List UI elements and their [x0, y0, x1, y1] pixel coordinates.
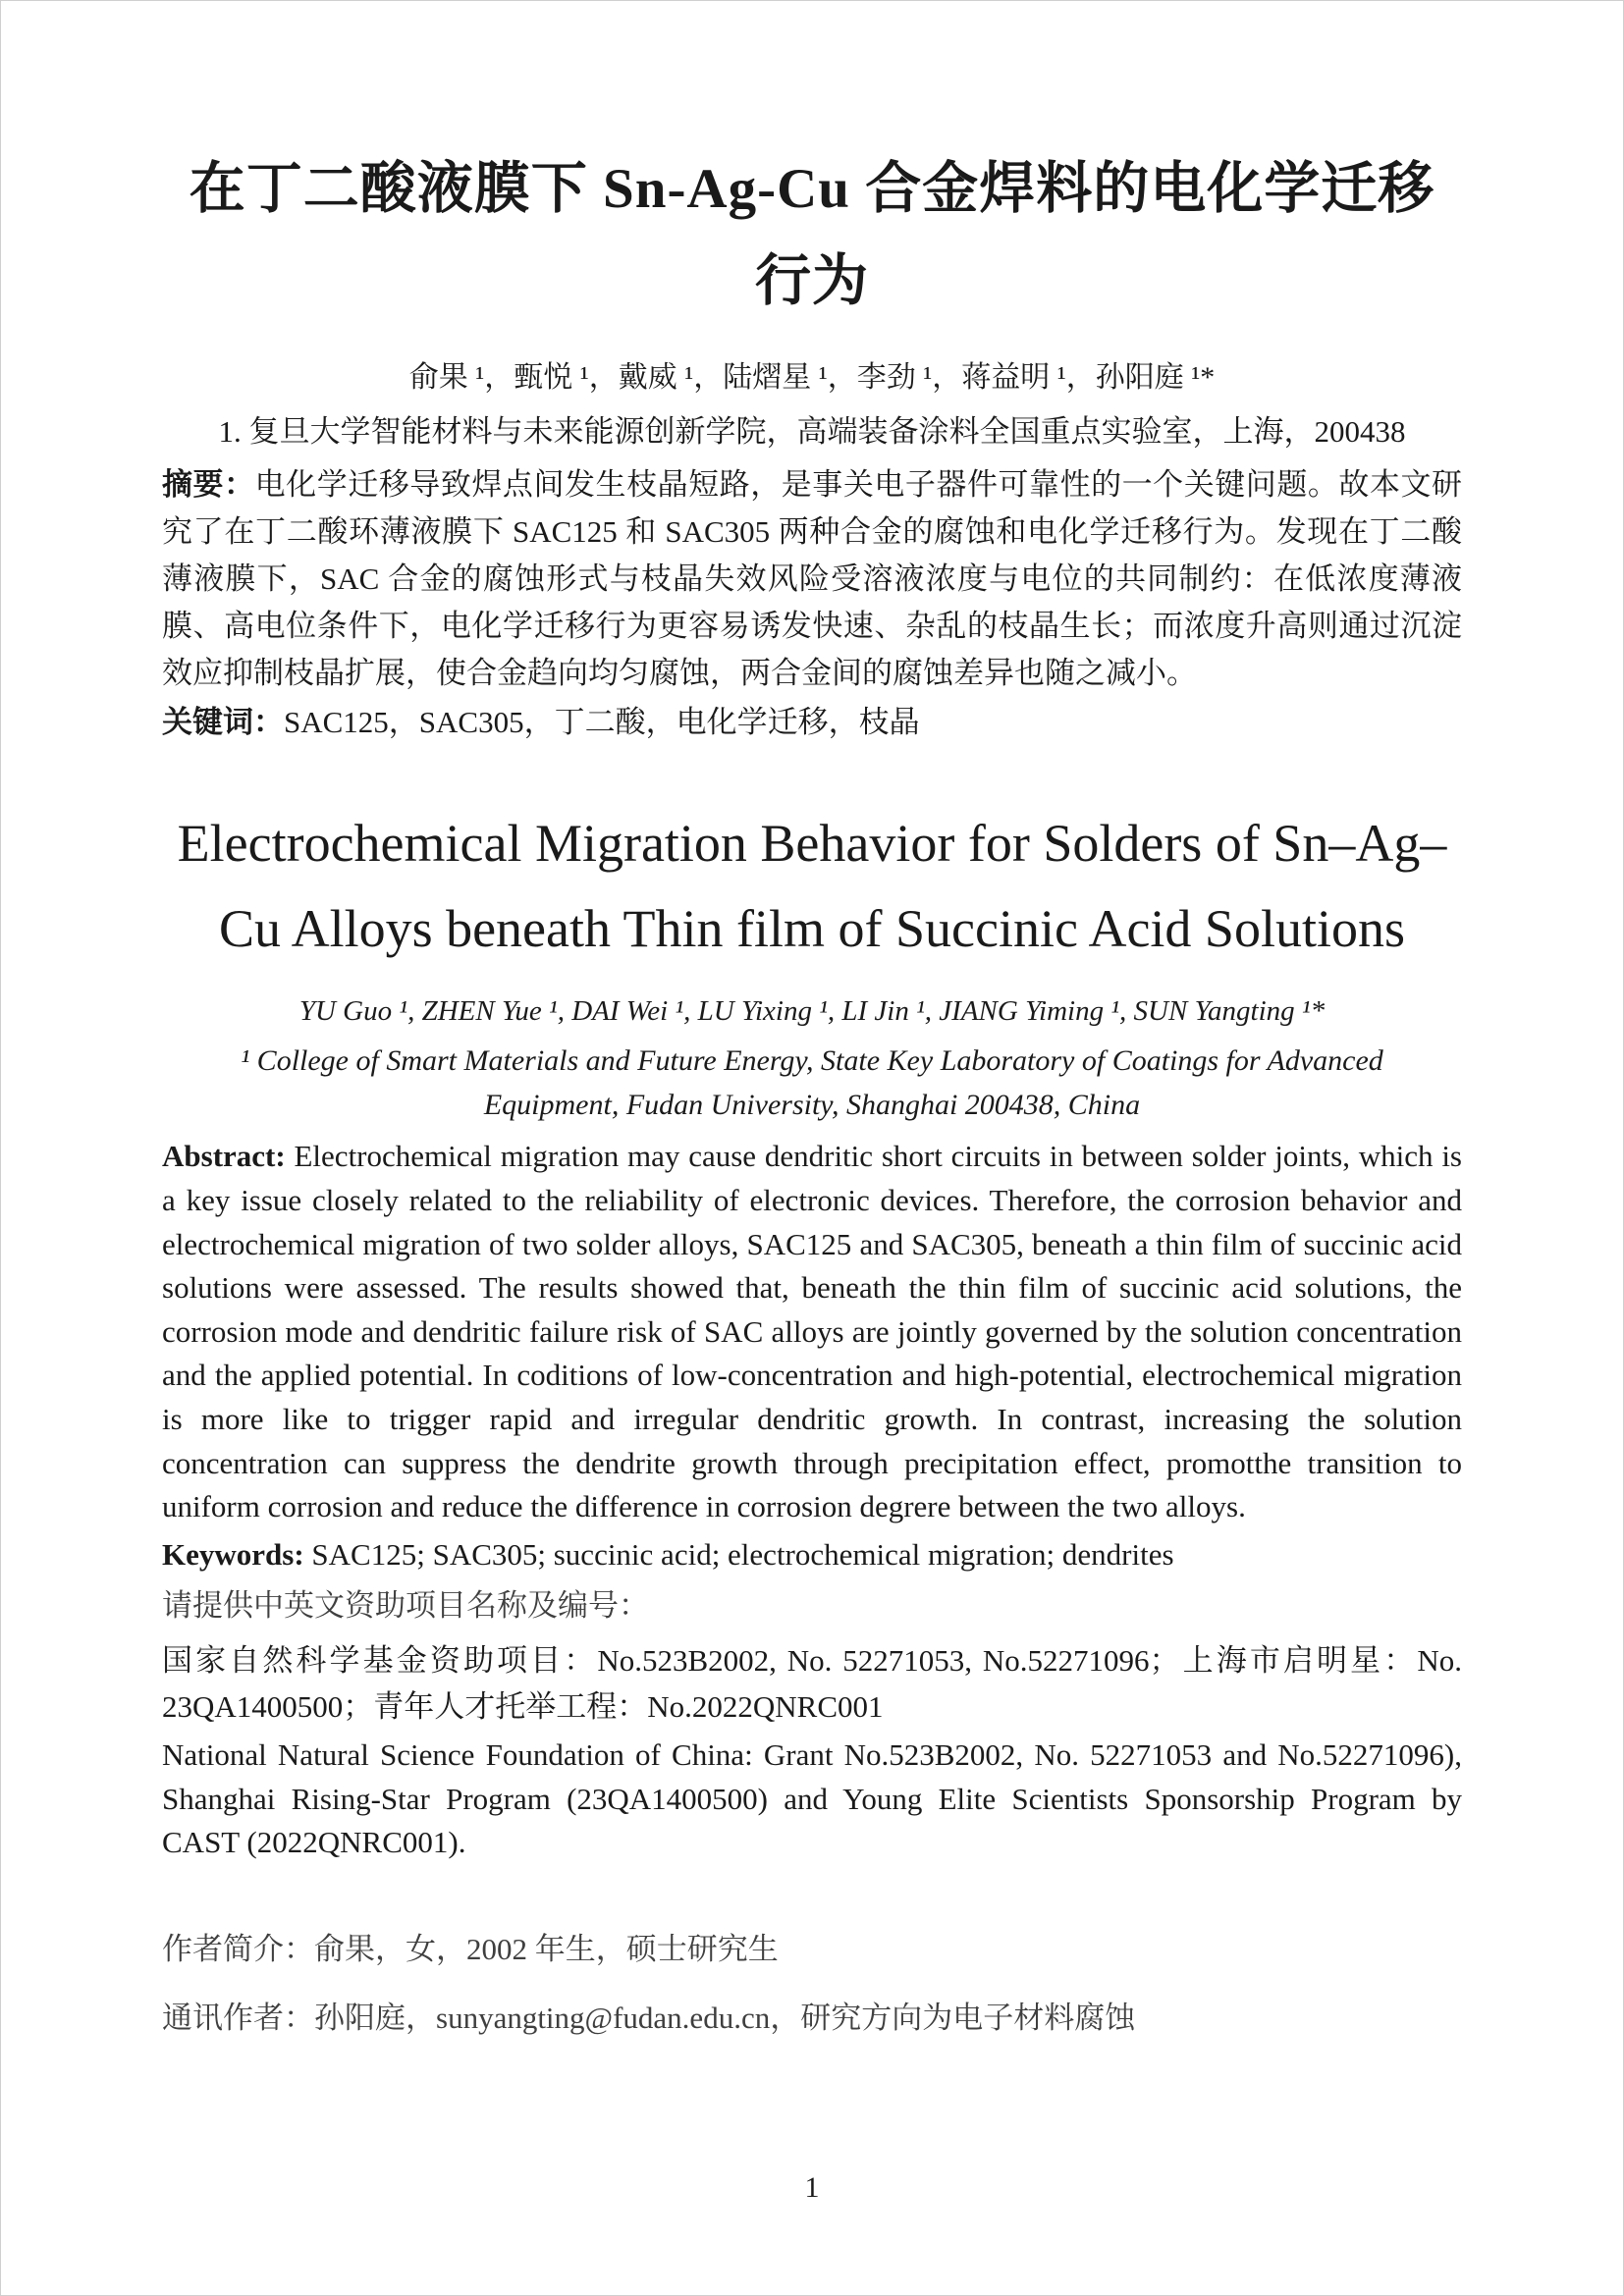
chinese-abstract-label: 摘要：	[162, 466, 255, 502]
corresponding-prefix: 通讯作者：孙阳庭，	[162, 2000, 436, 2035]
corresponding-author-line	[162, 1991, 1462, 2046]
chinese-abstract-text: 电化学迁移导致焊点间发生枝晶短路，是事关电子器件可靠性的一个关键问题。故本文研究了在丁二酸环薄液膜下 SAC125 和 SAC305 两种合金的腐蚀和电化学迁移行为。发现在丁二酸薄液膜下，SAC 合金的腐蚀形式与枝晶失效风险受溶液浓度与电位的共同制约：在低浓度薄液膜、高电位条件下，电化学迁移行为更容易诱发快速、杂乱的枝晶生长；而浓度升高则通过沉淀效应抑制枝晶扩展，使合金趋向均匀腐蚀，两合金间的腐蚀差异也随之减小。	[162, 466, 1463, 690]
english-abstract-text	[286, 1139, 295, 1173]
page-number: 1	[804, 2171, 820, 2204]
corresponding-email: sunyangting@fudan.edu.cn	[436, 2000, 771, 2035]
english-keywords	[162, 1533, 1462, 1577]
chinese-title: 在丁二酸液膜下 Sn-Ag-Cu 合金焊料的电化学迁移行为	[189, 158, 1435, 313]
author-bio-line: 作者简介：俞果，女，2002 年生，硕士研究生	[162, 1931, 779, 1966]
chinese-abstract	[162, 461, 1462, 697]
funding-chinese-line: 国家自然科学基金资助项目：No.523B2002, No. 52271053, No.52271096；上海市启明星：No. 23QA1400500；青年人才托举工程：No.2022QNRC001	[162, 1643, 1462, 1724]
english-title: Electrochemical Migration Behavior for Solders of Sn–Ag–Cu Alloys beneath Thin film of Succinic Acid Solutions	[177, 813, 1447, 959]
english-keywords-text: SAC125; SAC305; succinic acid; electrochemical migration; dendrites	[311, 1536, 1174, 1572]
corresponding-suffix: ，研究方向为电子材料腐蚀	[770, 2000, 1136, 2035]
english-author-list: YU Guo ¹, ZHEN Yue ¹, DAI Wei ¹, LU Yixing ¹, LI Jin ¹, JIANG Yiming ¹, SUN Yangting ¹*	[298, 994, 1326, 1027]
chinese-affiliation: 1. 复旦大学智能材料与未来能源创新学院，高端装备涂料全国重点实验室，上海，200438	[218, 414, 1406, 450]
english-abstract-body: Electrochemical migration may cause dendritic short circuits in between solder joints, which is a key issue closely related to the reliability of electronic devices. Therefore, the corrosion behavior and electrochemical migration of two solder alloys, SAC125 and SAC305, beneath a thin film of succinic acid solutions were assessed. The results showed that, beneath the thin film of succinic acid solutions, the corrosion mode and dendritic failure risk of SAC alloys are jointly governed by the solution concentration and the applied potential. In coditions of low-concentration and high-potential, electrochemical migration is more like to trigger rapid and irregular dendritic growth. In contrast, increasing the solution concentration can suppress the dendrite growth through precipitation effect, promotthe transition to uniform corrosion and reduce the difference in corrosion degrere between the two alloys.	[162, 1139, 1462, 1524]
author-bio-block	[162, 1922, 1462, 2046]
chinese-keywords-text: SAC125，SAC305，丁二酸，电化学迁移，枝晶	[284, 704, 920, 739]
english-keywords-label: Keywords:	[162, 1536, 304, 1572]
chinese-keywords-label: 关键词：	[162, 704, 284, 739]
english-abstract-label: Abstract:	[162, 1139, 286, 1174]
chinese-author-list: 俞果 ¹，甄悦 ¹，戴威 ¹，陆熠星 ¹，李劲 ¹，蒋益明 ¹，孙阳庭 ¹*	[408, 361, 1216, 395]
chinese-keywords	[162, 699, 1462, 746]
funding-english-line: National Natural Science Foundation of China: Grant No.523B2002, No. 52271053 and No.52271096), Shanghai Rising-Star Program (23QA1400500) and Young Elite Scientists Sponsorship Program by CAST (2022QNRC001).	[162, 1737, 1462, 1860]
english-abstract	[162, 1135, 1462, 1529]
english-affiliation: ¹ College of Smart Materials and Future Energy, State Key Laboratory of Coatings for Advanced Equipment, Fudan University, Shanghai 200438, China	[241, 1044, 1383, 1122]
funding-request-line: 请提供中英文资助项目名称及编号：	[162, 1587, 649, 1623]
